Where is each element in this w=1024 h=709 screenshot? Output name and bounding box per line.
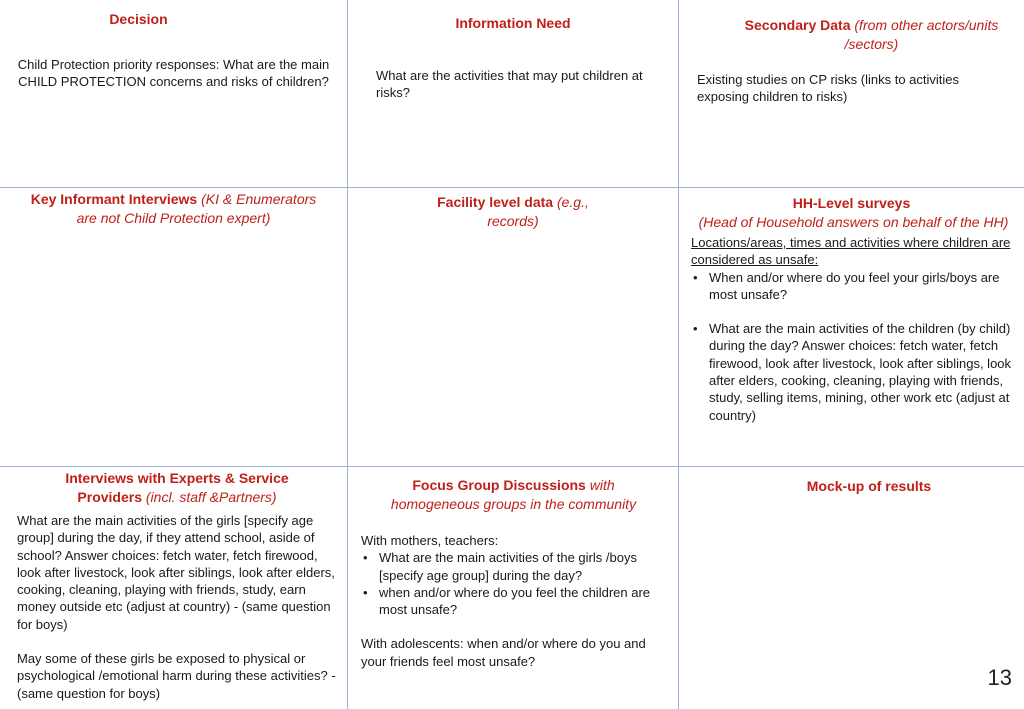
experts-title-main: Interviews with Experts & Service Providers [65, 470, 289, 505]
hh-surveys-bullet-2: • What are the main activities of the children (by child) during the day? Answer choices: fetch water, fetch firewood, look after livestock, look after siblings, look after elders, cooking, cleaning, playing with friends, study, selling items, mining, other work etc (adjust at country) [709, 320, 1012, 424]
hh-surveys-subtitle: (Head of Household answers on behalf of the HH) [698, 214, 1009, 230]
focus-groups-bullet-1: • What are the main activities of the girls /boys [specify age group] during the day? [379, 549, 666, 584]
focus-groups-bullet-2: • when and/or where do you feel the children are most unsafe? [379, 584, 666, 619]
facility-data-subtitle: (e.g., records) [487, 194, 589, 229]
key-informant-subtitle: (KI & Enumerators are not Child Protection expert) [76, 191, 317, 226]
secondary-data-subtitle: (from other actors/units /sectors) [844, 17, 999, 52]
cell-focus-groups [348, 476, 678, 670]
experts-question: What are the main activities of the girls [specify age group] during the day, if they attend school, aside of school? Answer choices: fetch water, fetch firewood, look after livestock, look after siblings, look after elders, cooking, cleaning, playing with friends, study, earn money outside etc (adjust at country) - (same question for boys) [17, 513, 335, 632]
hh-surveys-intro: Locations/areas, times and activities where children are considered as unsafe: [691, 235, 1011, 268]
cell-secondary-data [679, 16, 1024, 106]
experts-harm-question: May some of these girls be exposed to physical or psychological /emotional harm during these activities? - (same question for boys) [17, 651, 336, 701]
cell-facility-data [348, 193, 678, 231]
hh-surveys-bullet-1: • When and/or where do you feel your girls/boys are most unsafe? [709, 269, 1012, 304]
focus-groups-title [361, 476, 666, 514]
information-need-title: Information Need [455, 15, 571, 31]
information-need-text: What are the activities that may put children at risks? [376, 68, 643, 101]
mockup-title: Mock-up of results [806, 478, 932, 494]
row-divider-2 [0, 466, 1024, 467]
decision-text: Child Protection priority responses: What are the main CHILD PROTECTION concerns and risks of children? [17, 57, 330, 90]
key-informant-title-main: Key Informant Interviews [30, 191, 198, 207]
secondary-data-title-main: Secondary Data [744, 17, 851, 33]
secondary-data-title [697, 16, 1006, 54]
hh-surveys-title: HH-Level surveys [792, 195, 911, 211]
experts-subtitle: (incl. staff &Partners) [145, 489, 277, 505]
focus-groups-adolescents: With adolescents: when and/or where do you and your friends feel most unsafe? [361, 636, 646, 669]
cell-hh-surveys [679, 194, 1024, 424]
focus-groups-subtitle: with homogeneous groups in the community [390, 477, 637, 512]
focus-groups-title-main: Focus Group Discussions [412, 477, 586, 493]
focus-groups-bullets [361, 549, 666, 618]
hh-surveys-bullets [691, 269, 1012, 424]
facility-data-title-main: Facility level data [437, 194, 554, 210]
facility-data-title [433, 193, 593, 231]
decision-title: Decision [109, 11, 168, 27]
experts-title [17, 469, 337, 507]
cell-decision [0, 10, 347, 91]
cell-experts [0, 469, 347, 702]
page-number: 13 [987, 665, 1012, 690]
key-informant-title [20, 190, 327, 228]
cell-key-informant [0, 190, 347, 228]
secondary-data-text: Existing studies on CP risks (links to activities exposing children to risks) [697, 72, 960, 105]
focus-groups-intro: With mothers, teachers: [361, 533, 499, 548]
cell-information-need [348, 14, 678, 102]
row-divider-1 [0, 187, 1024, 188]
cell-mockup [679, 477, 1024, 496]
